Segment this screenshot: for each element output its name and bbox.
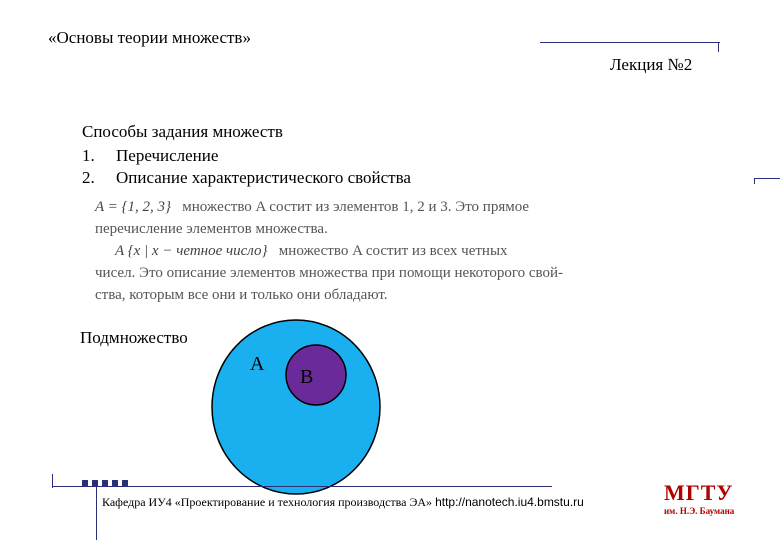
excerpt-line bbox=[95, 284, 635, 306]
section-heading: Способы задания множеств bbox=[82, 122, 283, 141]
excerpt-text: перечисление элементов множества. bbox=[95, 221, 328, 237]
list-item bbox=[82, 167, 411, 189]
footer-dept-text: Кафедра ИУ4 «Проектирование и технология производства ЭА» bbox=[102, 495, 436, 509]
list-item bbox=[82, 145, 411, 167]
excerpt-line bbox=[95, 240, 635, 262]
outer-set-label: A bbox=[250, 353, 265, 375]
footer-url[interactable]: http://nanotech.iu4.bmstu.ru bbox=[435, 495, 584, 509]
list-text: Описание характеристического свойства bbox=[116, 168, 411, 187]
footer-divider-tick bbox=[52, 474, 53, 488]
footer-vertical-rule bbox=[96, 486, 97, 540]
outer-set-circle bbox=[212, 320, 380, 494]
venn-diagram bbox=[210, 318, 382, 496]
header-divider-tick bbox=[718, 42, 719, 52]
footer-divider bbox=[52, 486, 552, 487]
list-number: 1. bbox=[82, 146, 95, 165]
side-marker bbox=[754, 178, 780, 179]
excerpt-formula: A = {1, 2, 3} bbox=[95, 199, 172, 215]
excerpt-text: множество A состит из всех четных bbox=[278, 243, 508, 259]
excerpt-line bbox=[95, 196, 635, 218]
header-divider bbox=[540, 42, 720, 43]
scanned-excerpt bbox=[95, 196, 635, 306]
inner-set-label: B bbox=[300, 366, 314, 388]
methods-list bbox=[82, 145, 411, 189]
subset-label: Подмножество bbox=[80, 328, 188, 347]
excerpt-text: ства, которым все они и только они обладают. bbox=[95, 287, 388, 303]
excerpt-text: чисел. Это описание элементов множества при помощи некоторого свой- bbox=[95, 265, 564, 281]
presentation-title: «Основы теории множеств» bbox=[48, 28, 251, 47]
list-text: Перечисление bbox=[116, 146, 219, 165]
list-number: 2. bbox=[82, 168, 95, 187]
university-logo: МГТУ bbox=[664, 480, 734, 505]
excerpt-line bbox=[95, 218, 635, 240]
lecture-number: Лекция №2 bbox=[610, 55, 693, 74]
excerpt-text: множество A состит из элементов 1, 2 и 3. Это прямое bbox=[182, 199, 530, 215]
inner-set-circle bbox=[286, 345, 346, 405]
excerpt-formula: A {x | x − четное число} bbox=[115, 243, 268, 259]
university-logo-subtitle: им. Н.Э. Баумана bbox=[664, 506, 735, 516]
footer-department bbox=[102, 495, 584, 510]
excerpt-line bbox=[95, 262, 635, 284]
side-marker-tick bbox=[754, 178, 755, 184]
